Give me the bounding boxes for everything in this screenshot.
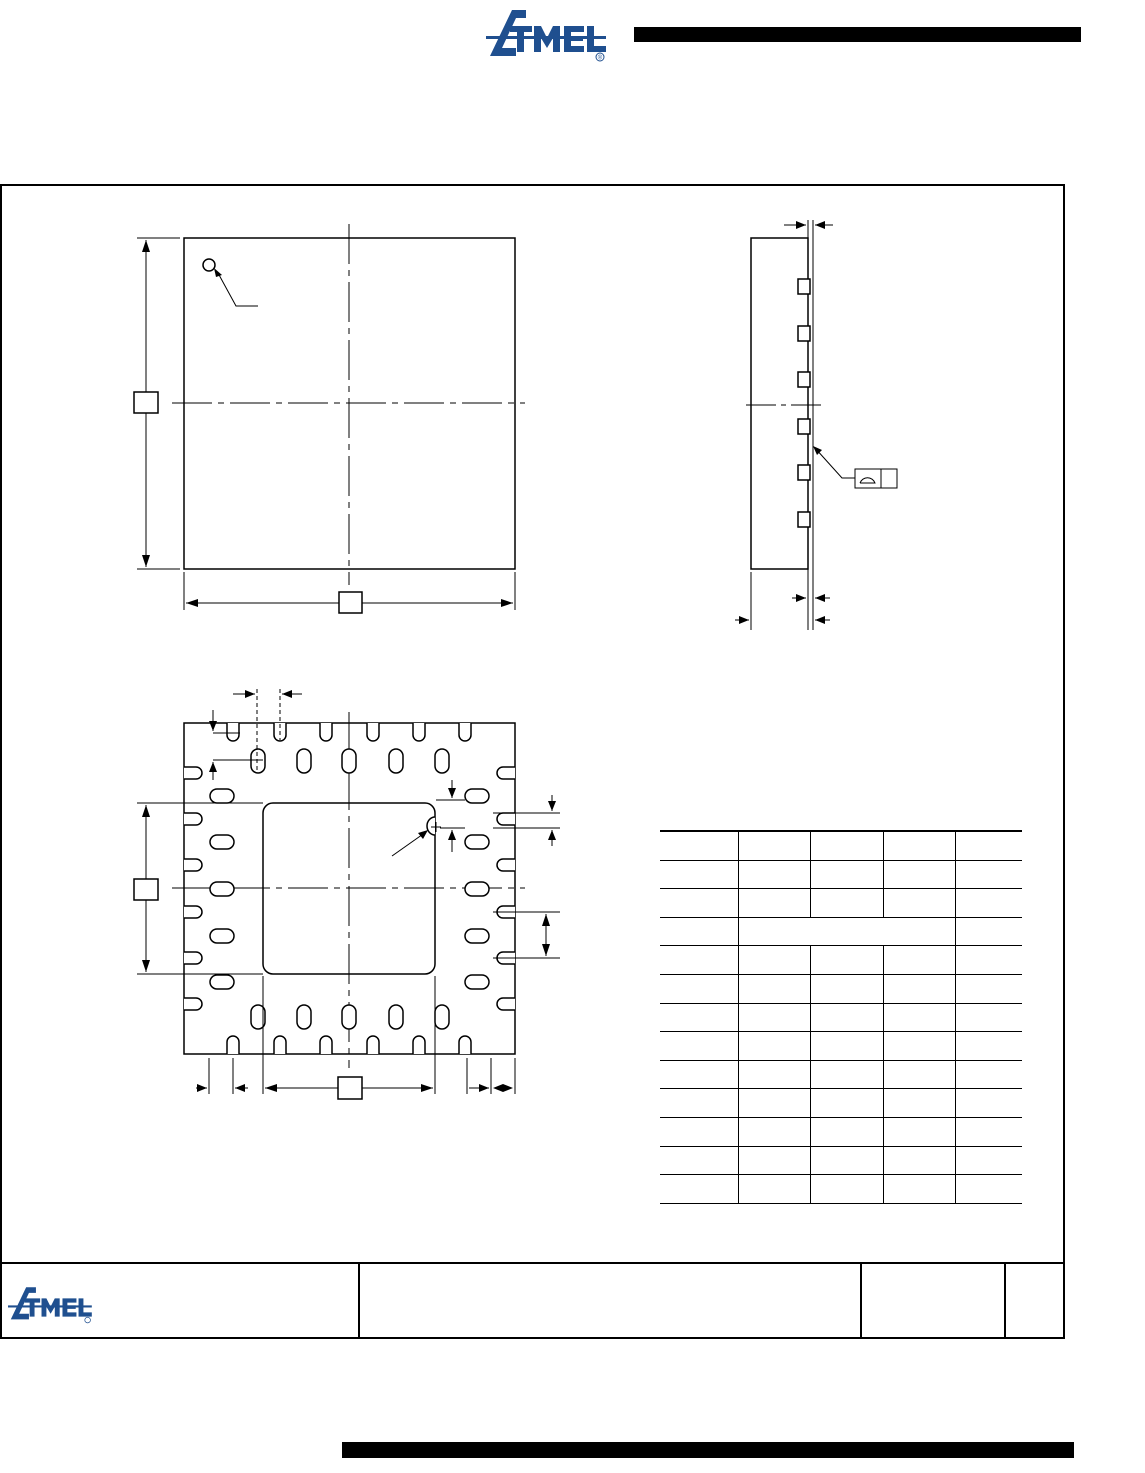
table-row — [660, 831, 1022, 860]
table-cell — [884, 1032, 956, 1061]
table-row — [660, 860, 1022, 889]
table-cell — [660, 1032, 739, 1061]
table-cell — [811, 1146, 884, 1175]
table-cell — [739, 974, 811, 1003]
table-cell — [956, 1060, 1023, 1089]
table-cell — [660, 1175, 739, 1204]
table-row — [660, 1032, 1022, 1061]
table-row — [660, 1117, 1022, 1146]
table-row — [660, 1089, 1022, 1118]
table-cell — [739, 1146, 811, 1175]
table-cell — [660, 974, 739, 1003]
table-cell — [884, 860, 956, 889]
table-cell — [739, 946, 811, 975]
table-row — [660, 917, 1022, 946]
table-cell — [956, 1032, 1023, 1061]
table-cell — [811, 1175, 884, 1204]
table-cell — [956, 1089, 1023, 1118]
table-row — [660, 889, 1022, 918]
table-row — [660, 974, 1022, 1003]
table-cell — [884, 1117, 956, 1146]
table-cell — [739, 889, 811, 918]
table-cell — [811, 974, 884, 1003]
title-block-drawing-no — [864, 1270, 1002, 1330]
table-cell — [956, 889, 1023, 918]
table-row — [660, 1146, 1022, 1175]
table-cell — [739, 917, 956, 946]
table-row — [660, 946, 1022, 975]
footer-bar — [342, 1442, 1074, 1458]
table-cell — [660, 889, 739, 918]
table-cell — [739, 1175, 811, 1204]
table-cell — [811, 889, 884, 918]
table-row — [660, 1003, 1022, 1032]
table-cell — [811, 1060, 884, 1089]
table-cell — [660, 1003, 739, 1032]
table-cell — [739, 860, 811, 889]
table-cell — [660, 1117, 739, 1146]
table-cell — [956, 1175, 1023, 1204]
table-cell — [956, 946, 1023, 975]
table-cell — [956, 1146, 1023, 1175]
table-cell — [811, 1003, 884, 1032]
table-cell — [739, 1032, 811, 1061]
table-row — [660, 1175, 1022, 1204]
table-cell — [660, 831, 739, 860]
table-cell — [884, 1060, 956, 1089]
table-cell — [956, 1003, 1023, 1032]
table-cell — [956, 831, 1023, 860]
table-row — [660, 1060, 1022, 1089]
table-cell — [884, 1003, 956, 1032]
table-cell — [660, 1060, 739, 1089]
table-cell — [884, 1146, 956, 1175]
table-cell — [739, 1003, 811, 1032]
table-cell — [884, 889, 956, 918]
table-cell — [811, 1089, 884, 1118]
table-cell — [884, 1089, 956, 1118]
table-cell — [739, 831, 811, 860]
table-cell — [811, 946, 884, 975]
registered-mark: ® — [597, 55, 603, 62]
table-cell — [884, 946, 956, 975]
table-cell — [660, 860, 739, 889]
table-cell — [739, 1117, 811, 1146]
table-cell — [956, 917, 1023, 946]
table-cell — [811, 860, 884, 889]
table-cell — [660, 1146, 739, 1175]
table-cell — [884, 974, 956, 1003]
table-cell — [956, 974, 1023, 1003]
table-cell — [739, 1060, 811, 1089]
table-cell — [811, 1117, 884, 1146]
table-cell — [660, 917, 739, 946]
dimension-table — [660, 830, 1022, 1204]
table-cell — [956, 1117, 1023, 1146]
title-block-title — [362, 1270, 857, 1330]
pin1-marker — [203, 259, 215, 271]
table-cell — [884, 1175, 956, 1204]
table-cell — [956, 860, 1023, 889]
table-cell — [739, 1089, 811, 1118]
table-cell — [660, 946, 739, 975]
table-cell — [811, 831, 884, 860]
title-block-atmel-logo — [8, 1283, 96, 1325]
table-cell — [884, 831, 956, 860]
table-cell — [660, 1089, 739, 1118]
title-block-revision — [1008, 1270, 1062, 1330]
table-cell — [811, 1032, 884, 1061]
